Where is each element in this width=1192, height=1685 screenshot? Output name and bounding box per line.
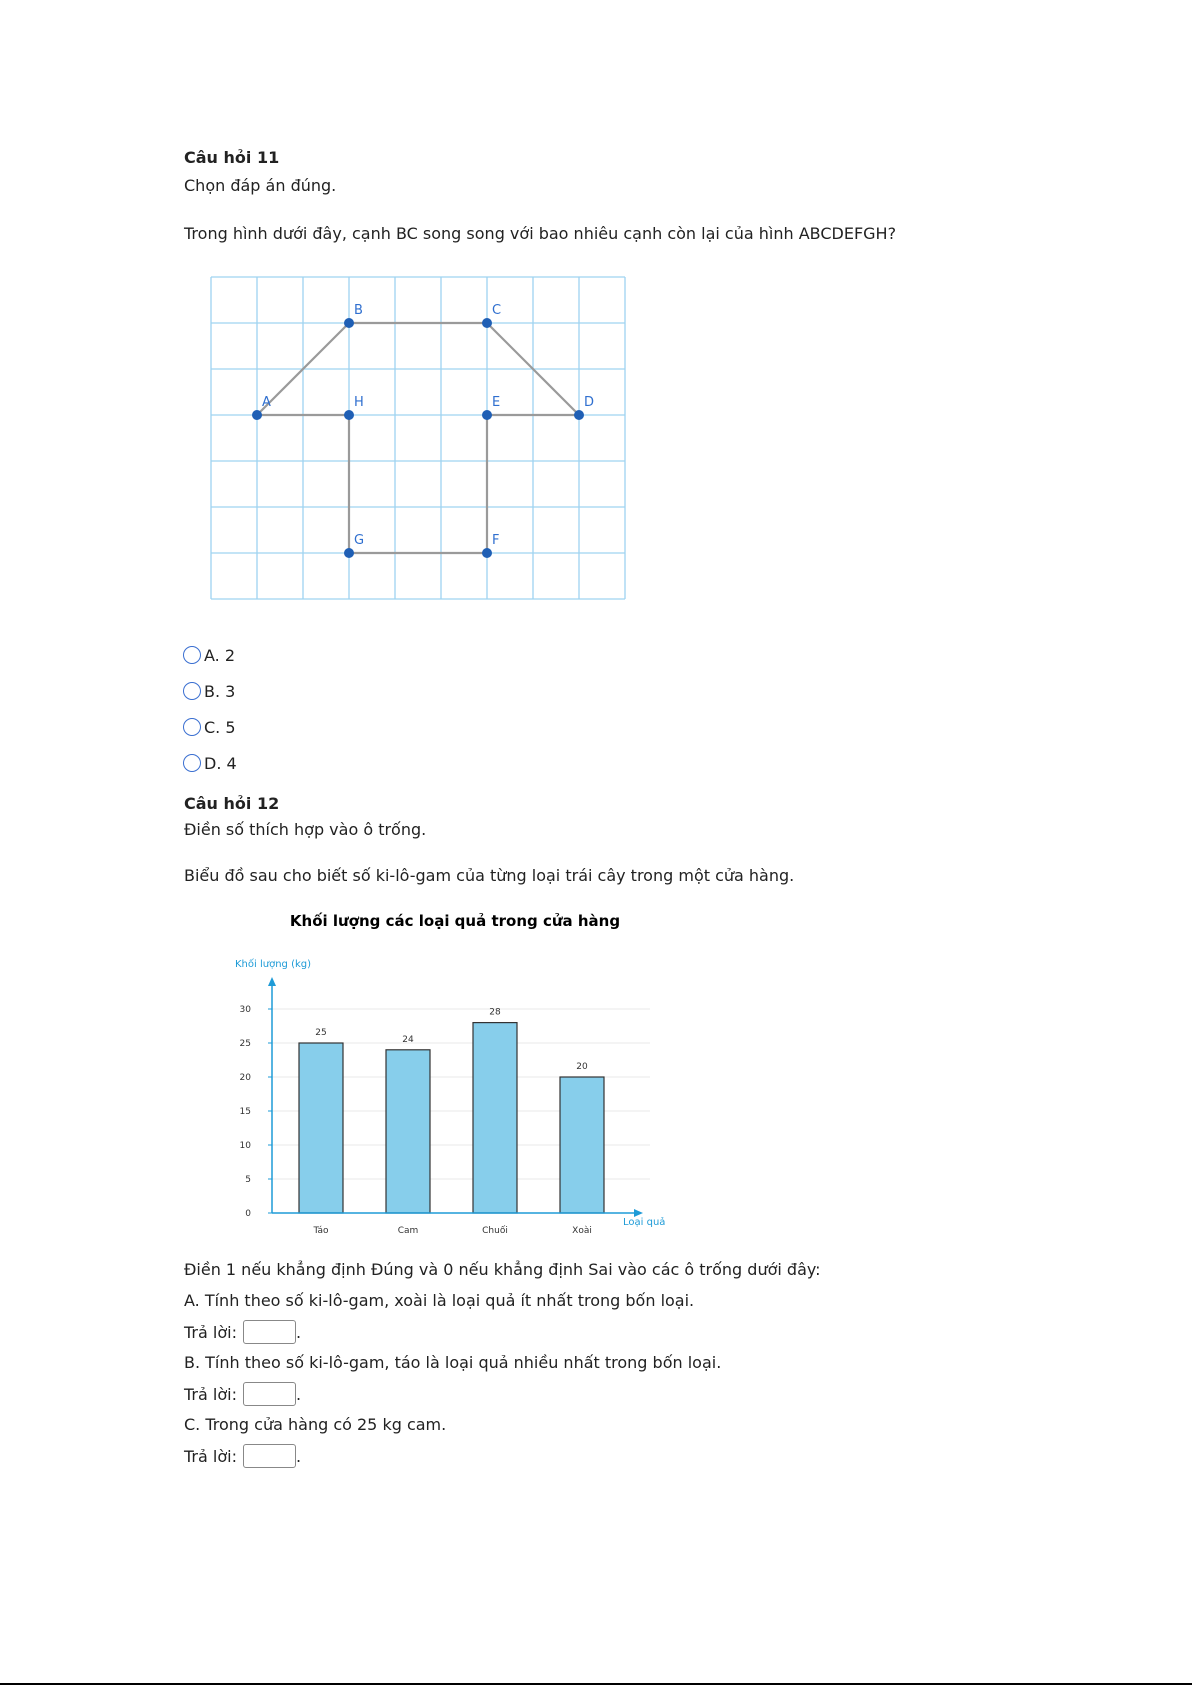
q11-prompt: Trong hình dưới đây, cạnh BC song song với bao nhiêu cạnh còn lại của hình ABCDEFGH? bbox=[184, 224, 897, 243]
vertex-label-C: C bbox=[492, 303, 502, 318]
vertex-C bbox=[482, 318, 492, 328]
vertex-label-B: B bbox=[354, 303, 363, 318]
answer-input-a[interactable] bbox=[243, 1320, 296, 1344]
y-tick-label: 25 bbox=[239, 1039, 251, 1049]
period: . bbox=[295, 1446, 302, 1466]
radio-button-icon[interactable] bbox=[183, 682, 201, 700]
vertex-F bbox=[482, 548, 492, 558]
radio-button-icon[interactable] bbox=[183, 646, 201, 664]
vertex-label-A: A bbox=[262, 395, 271, 410]
q11-option-d-label: D. 4 bbox=[204, 753, 237, 773]
q11-instruction: Chọn đáp án đúng. bbox=[184, 176, 337, 195]
q11-option-a[interactable] bbox=[183, 643, 235, 667]
vertex-E bbox=[482, 410, 492, 420]
bar-Cam bbox=[386, 1050, 430, 1213]
vertex-G bbox=[344, 548, 354, 558]
vertex-label-G: G bbox=[354, 533, 365, 548]
q11-title: Câu hỏi 11 bbox=[184, 148, 280, 167]
bar-Xoài bbox=[560, 1077, 604, 1213]
fruit-bar-chart bbox=[220, 905, 690, 1235]
y-tick-label: 20 bbox=[239, 1073, 251, 1083]
bar-Táo bbox=[299, 1043, 343, 1213]
vertex-label-D: D bbox=[584, 395, 595, 410]
geometry-figure bbox=[209, 275, 629, 605]
q12-instruction: Điền số thích hợp vào ô trống. bbox=[184, 820, 427, 839]
chart-title: Khối lượng các loại quả trong cửa hàng bbox=[289, 912, 621, 930]
data-label: 24 bbox=[402, 1034, 414, 1045]
data-label: 20 bbox=[576, 1062, 588, 1072]
vertex-H bbox=[344, 410, 354, 420]
q12-statement-b: B. Tính theo số ki-lô-gam, táo là loại quả nhiều nhất trong bốn loại. bbox=[184, 1353, 722, 1372]
radio-button-icon[interactable] bbox=[183, 754, 201, 772]
x-axis-label: Loại quả bbox=[623, 1217, 666, 1228]
y-tick-label: 0 bbox=[245, 1209, 251, 1219]
answer-label: Trả lời: bbox=[184, 1322, 237, 1342]
q12-answer-c-row bbox=[184, 1443, 301, 1469]
x-tick-label: Chuối bbox=[482, 1226, 508, 1235]
radio-button-icon[interactable] bbox=[183, 718, 201, 736]
period: . bbox=[295, 1322, 302, 1342]
answer-label: Trả lời: bbox=[184, 1446, 237, 1466]
q12-prompt: Biểu đồ sau cho biết số ki-lô-gam của từng loại trái cây trong một cửa hàng. bbox=[184, 866, 795, 885]
y-tick-label: 10 bbox=[239, 1141, 251, 1151]
x-axis-arrow-icon bbox=[634, 1209, 643, 1217]
q12-fill-instruction: Điền 1 nếu khẳng định Đúng và 0 nếu khẳng định Sai vào các ô trống dưới đây: bbox=[184, 1260, 821, 1279]
vertex-B bbox=[344, 318, 354, 328]
q11-option-d[interactable] bbox=[183, 751, 237, 775]
vertex-label-F: F bbox=[492, 533, 500, 548]
bar-Chuối bbox=[473, 1023, 517, 1213]
q11-option-b[interactable] bbox=[183, 679, 235, 703]
y-tick-label: 30 bbox=[239, 1005, 251, 1015]
answer-input-c[interactable] bbox=[243, 1444, 296, 1468]
y-axis-label: Khối lượng (kg) bbox=[235, 959, 312, 970]
q11-option-b-label: B. 3 bbox=[204, 681, 236, 701]
x-tick-label: Xoài bbox=[572, 1226, 592, 1235]
q11-option-a-label: A. 2 bbox=[204, 645, 236, 665]
y-tick-label: 15 bbox=[239, 1107, 251, 1117]
vertex-D bbox=[574, 410, 584, 420]
data-label: 28 bbox=[489, 1007, 501, 1018]
answer-input-b[interactable] bbox=[243, 1382, 296, 1406]
period: . bbox=[295, 1384, 302, 1404]
q12-statement-a: A. Tính theo số ki-lô-gam, xoài là loại quả ít nhất trong bốn loại. bbox=[184, 1291, 695, 1310]
vertex-A bbox=[252, 410, 262, 420]
y-tick-label: 5 bbox=[245, 1175, 251, 1185]
x-tick-label: Cam bbox=[397, 1226, 419, 1235]
vertex-label-E: E bbox=[492, 395, 501, 410]
data-label: 25 bbox=[315, 1028, 327, 1038]
q12-statement-c: C. Trong cửa hàng có 25 kg cam. bbox=[184, 1415, 447, 1434]
q11-option-c[interactable] bbox=[183, 715, 236, 739]
answer-label: Trả lời: bbox=[184, 1384, 237, 1404]
q12-answer-a-row bbox=[184, 1319, 301, 1345]
q12-answer-b-row bbox=[184, 1381, 301, 1407]
x-tick-label: Táo bbox=[313, 1226, 329, 1235]
q11-option-c-label: C. 5 bbox=[204, 717, 236, 737]
q12-title: Câu hỏi 12 bbox=[184, 794, 280, 813]
y-axis-arrow-icon bbox=[268, 977, 276, 986]
vertex-label-H: H bbox=[354, 395, 364, 410]
